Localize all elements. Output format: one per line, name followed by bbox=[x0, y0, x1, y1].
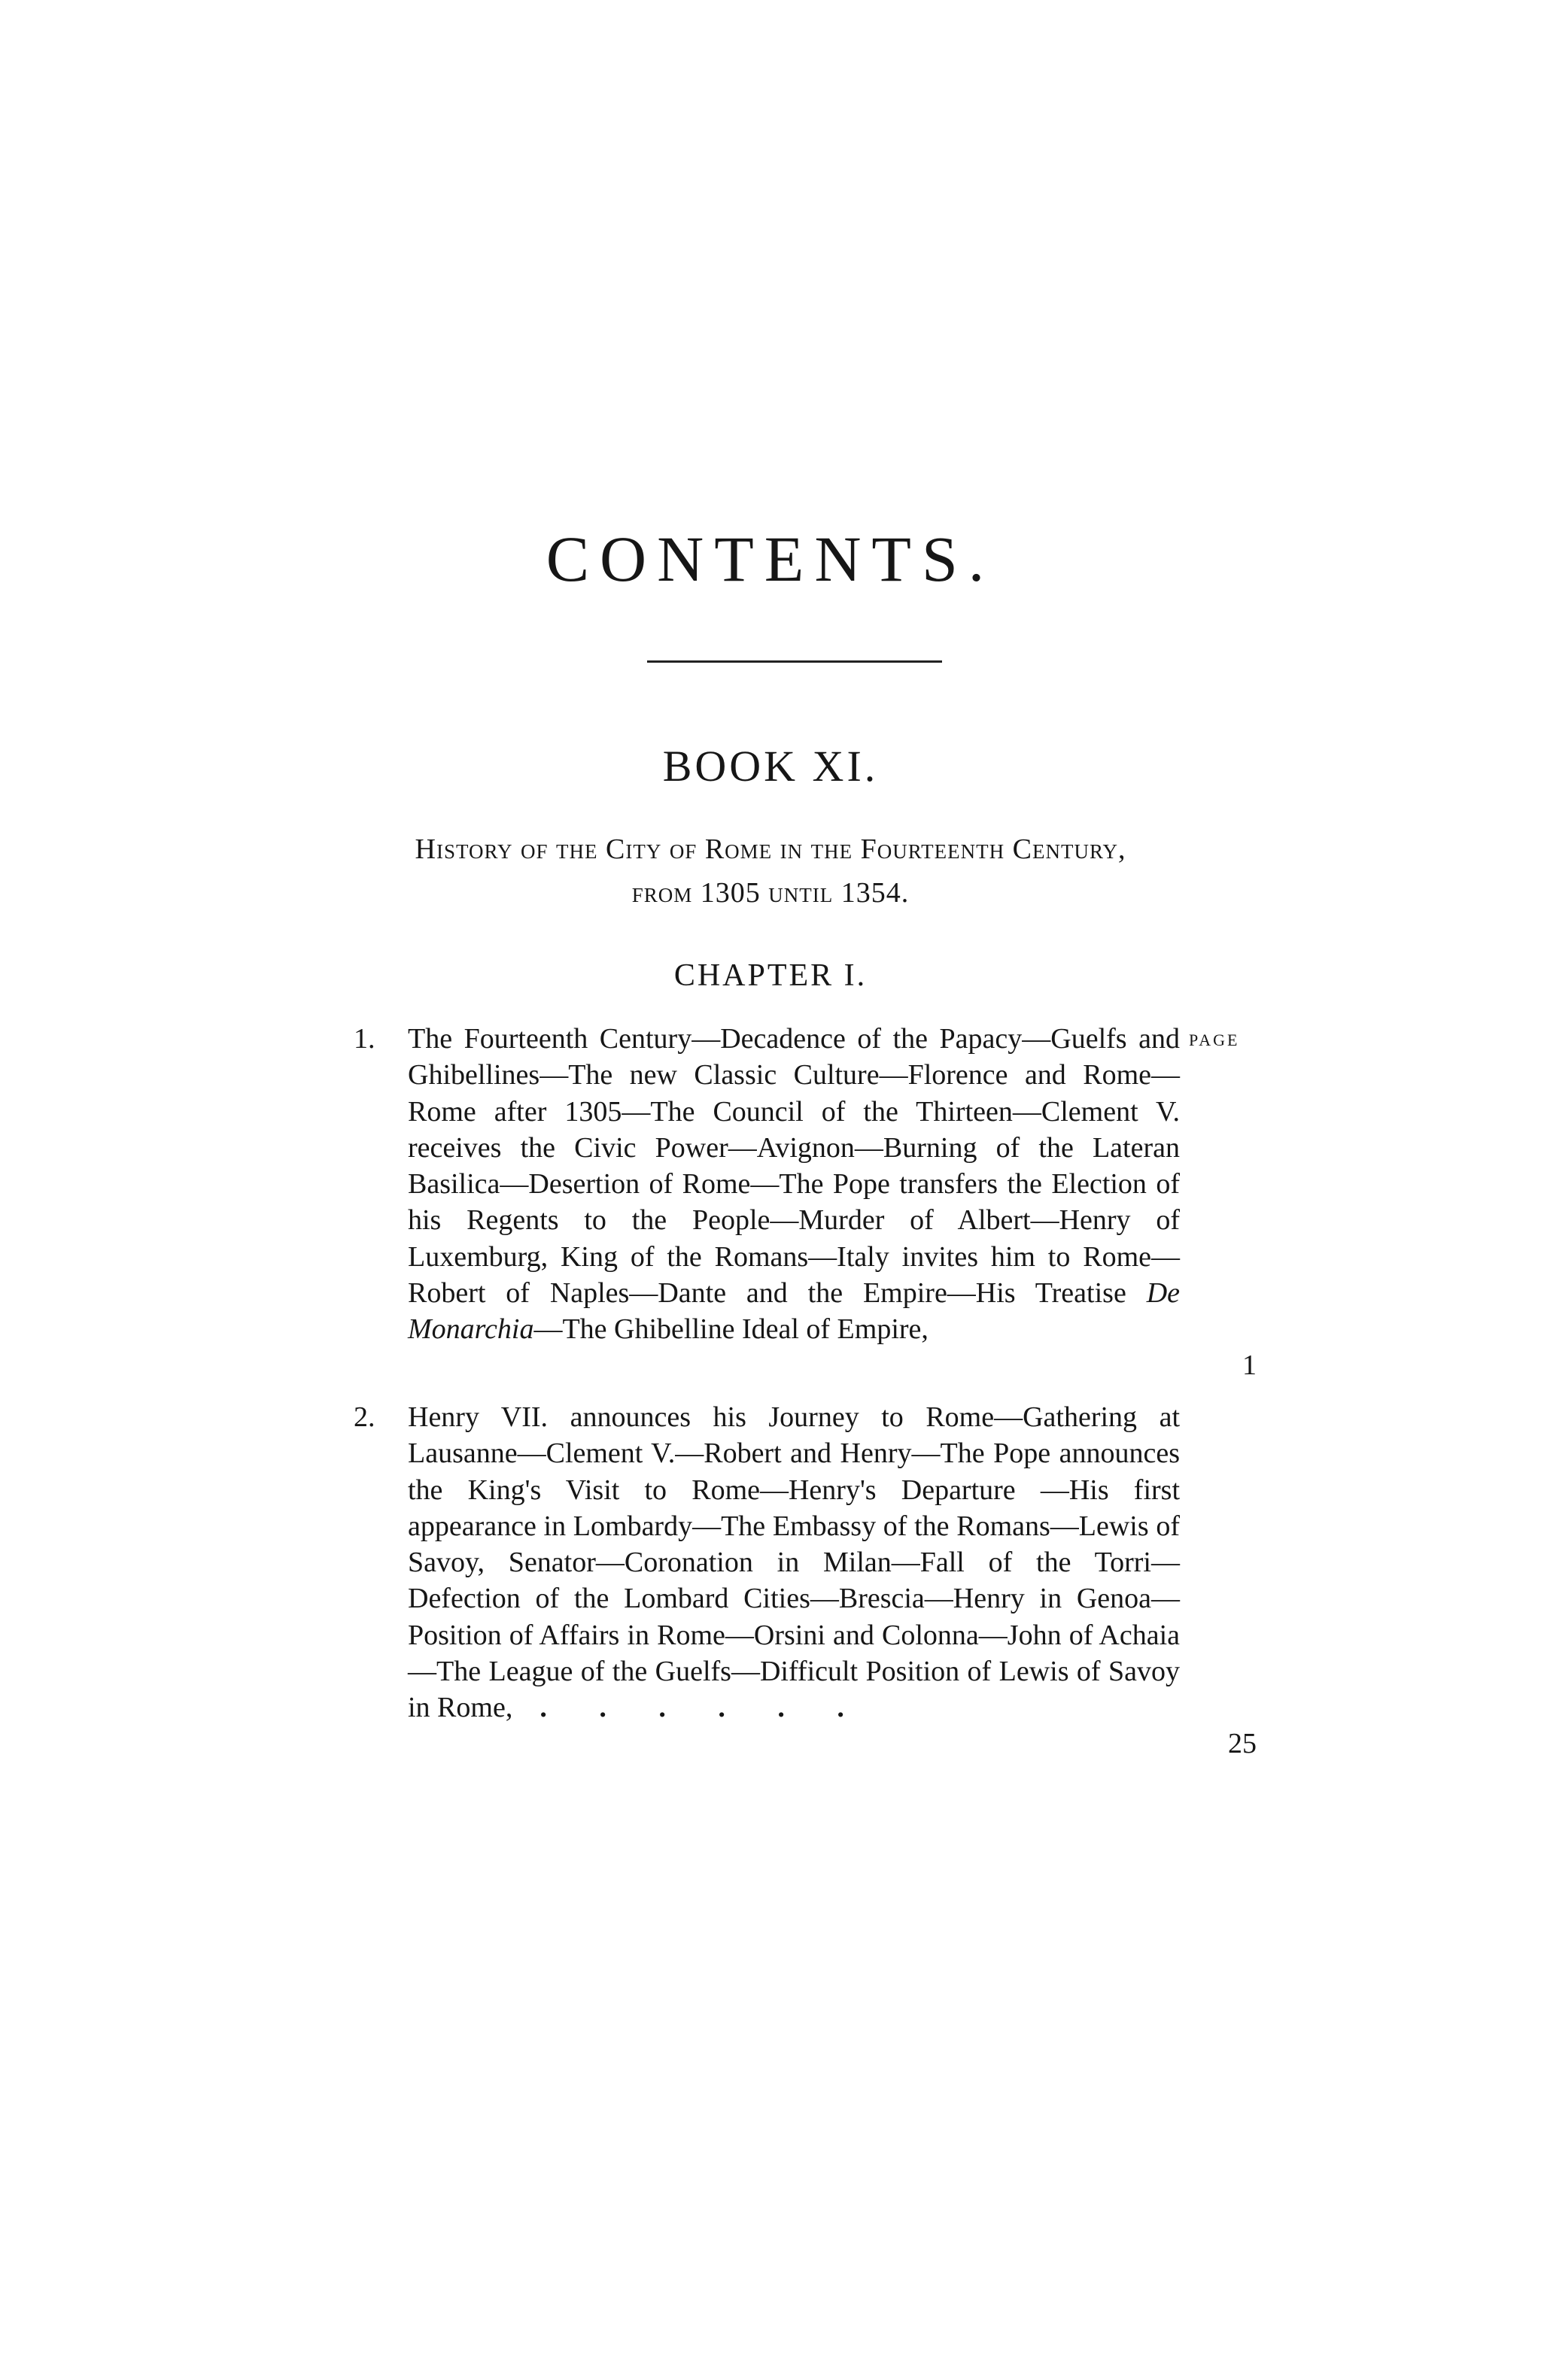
book-subtitle bbox=[226, 827, 1315, 915]
page-title: CONTENTS. bbox=[546, 523, 995, 595]
book-title: BOOK XI. bbox=[662, 742, 879, 791]
chapter-title: CHAPTER I. bbox=[673, 958, 868, 993]
subtitle-line-1: History of the City of Rome in the Fourteenth Century, bbox=[415, 833, 1126, 865]
subtitle-line-2: from 1305 until 1354. bbox=[631, 877, 910, 909]
entry-text: The Fourteenth Century—Decadence of the Papacy—Guelfs and Ghibellines—The new Classic Culture—Florence and Rome—Rome after 1305—The Council of the Thirteen—Clement V. receives the Civic Power—Avignon—Burning of the Lateran Basilica—Desertion of Rome—The Pope transfers the Election of his Regents to the People—Murder of Albert—Henry of Luxemburg, King of the Romans—Italy invites him to Rome—Robert of Naples—Dante and the Empire—His Treatise bbox=[408, 1023, 1180, 1310]
entry-number: 1. bbox=[354, 1023, 375, 1055]
entry-text: Henry VII. announces his Journey to Rome—Gathering at Lausanne—Clement V.—Robert and Henry—The Pope announces the King's Visit to Rome—Henry's Departure —His first appearance in Lombardy—The Embassy of the Romans—Lewis of Savoy, Senator—Coronation in Milan—Fall of the Torri—Defection of the Lombard Cities—Brescia—Henry in Genoa—Position of Affairs in Rome—Orsini and Colonna—John of Achaia—The League of the Guelfs—Difficult Position of Lewis of Savoy in Rome, bbox=[408, 1401, 1180, 1724]
entry-page-number: 1 bbox=[1242, 1349, 1257, 1381]
page-column-label: PAGE bbox=[1189, 1031, 1240, 1049]
entry-summary bbox=[408, 1021, 1180, 1348]
contents-entry-2 bbox=[354, 1399, 1257, 1775]
entry-summary bbox=[408, 1399, 1180, 1726]
title-divider bbox=[647, 660, 942, 663]
entry-text-tail: —The Ghibelline Ideal of Empire, bbox=[533, 1313, 929, 1346]
entry-number: 2. bbox=[354, 1401, 375, 1433]
contents-entry-1 bbox=[354, 1021, 1257, 1382]
entry-page-number: 25 bbox=[1228, 1728, 1257, 1759]
entry-italic-title: De Monarchia bbox=[408, 1277, 1180, 1346]
dot-leader: . . . . . . bbox=[540, 1692, 867, 1724]
